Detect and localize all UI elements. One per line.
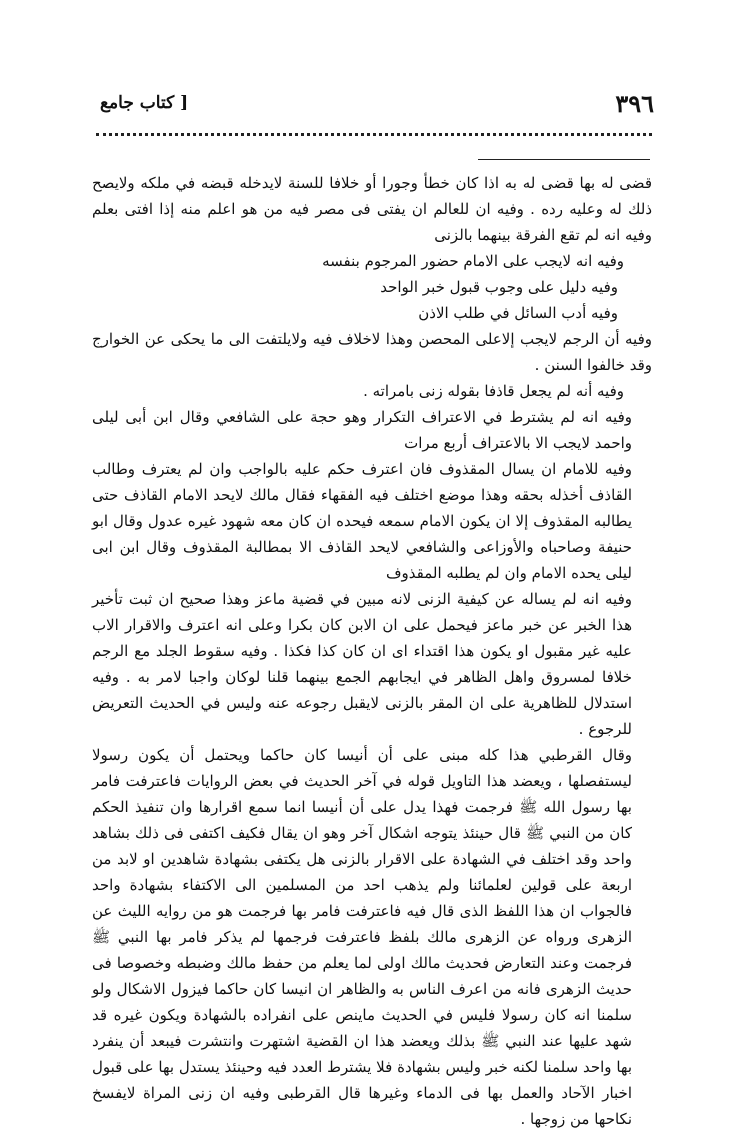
section-title: [ كتاب جامع (100, 93, 189, 113)
paragraph: وفيه أدب السائل في طلب الاذن (418, 304, 618, 322)
paragraph: وفيه أنه لم يجعل قاذفا بقوله زنى بامراته . (363, 382, 624, 400)
paragraph: وفيه انه لم يشترط في الاعتراف التكرار وهو حجة على الشافعي وقال ابن أبى ليلى واحمد لايجب الا بالاعتراف أربع مرات (92, 408, 632, 452)
paragraph: قضى له بها قضى له به اذا كان خطأ وجورا أو خلافا للسنة لايدخله قبضه في ملكه ولايصح ذلك له وعليه رده . وفيه ان للعالم ان يفتى فى مصر فيه من هو اعلم منه إذا افتى بعلم وفيه انه لم تقع الفرقة بينهما بالزنى (92, 174, 652, 244)
paragraph: وفيه أن الرجم لايجب إلاعلى المحصن وهذا لاخلاف فيه ولايلتفت الى ما يحكى عن الخوارج وقد خالفوا السنن . (92, 330, 652, 374)
running-header (100, 88, 654, 118)
page-number: ٣٩٦ (615, 88, 654, 118)
commentary-separator-rule (478, 159, 650, 160)
header-dotted-rule (96, 133, 652, 136)
paragraph: وقال القرطبي هذا كله مبنى على أن أنيسا كان حاكما ويحتمل أن يكون رسولا ليستفصلها ، ويعضد هذا التاويل قوله في آخر الحديث في بعض الروايات فاعترفت فامر بها رسول الله ﷺ فرجمت فهذا يدل على أن أنيسا انما سمع اقرارها وان تنفيذ الحكم كان من النبي ﷺ قال حينئذ يتوجه اشكال آخر وهو ان يقال فكيف اكتفى فى ذلك بشاهد واحد وقد اختلف في الشهادة على الاقرار بالزنى هل يكتفى بشهادة شاهدين او لابد من اربعة على قولين لعلمائنا ولم يذهب احد من المسلمين الى الاكتفاء بشهادة واحد فالجواب ان هذا اللفظ الذى قال فيه فاعترفت فامر بها فرجمت هو من روايه الليث عن الزهرى ورواه عن الزهرى مالك بلفظ فاعترفت فرجمها لم يذكر فامر بها النبي ﷺ فرجمت وعند التعارض فحديث مالك اولى لما يعلم من حفظ مالك وضبطه وخصوصا فى حديث الزهرى فانه من اعرف الناس به والظاهر ان انيسا كان حاكما فيزول الاشكال ولو سلمنا انه كان رسولا فليس في الحديث ماينص على انفراده بالشهادة ويكون غيره قد شهد عليها عند النبي ﷺ بذلك ويعضد هذا ان القضية اشتهرت وانتشرت فيبعد أن ينفرد بها واحد سلمنا لكنه خبر وليس بشهادة فلا يشترط العدد فيه وحينئذ يستدل بها على قبول اخبار الآحاد والعمل بها فى الدماء وغيرها قال القرطبى وفيه ان زنى المراة لايفسخ نكاحها من زوجها . (92, 746, 632, 1128)
commentary-text (92, 170, 652, 1132)
paragraph: وفيه للامام ان يسال المقذوف فان اعترف حكم عليه بالواجب وان لم يعترف وطالب القاذف أخذله بحقه وهذا موضع اختلف فيه الفقهاء فقال مالك لايحد الامام القاذف حتى يطالبه المقذوف إلا ان يكون الامام سمعه فيحده ان كان معه شهود غيره عدول وقال ابو حنيفة وصاحباه والأوزاعى والشافعي لايحد القاذف الا بمطالبة المقذوف وقال ابن ابى ليلى يحده الامام وان لم يطلبه المقذوف (92, 460, 632, 582)
paragraph: وفيه انه لم يساله عن كيفية الزنى لانه مبين في قضية ماعز وهذا صحيح ان ثبت تأخير هذا الخبر عن خبر ماعز فيحمل على ان الابن كان بكرا وعلى انه اعترف والاقرار الاب عليه غير مقبول او يكون هذا اقتداء اى ان كان كذا فكذا . وفيه سقوط الجلد مع الرجم خلافا لمسروق واهل الظاهر في ايجابهم الجمع بينهما قلنا لوكان واجبا لامر به . وفيه استدلال للظاهرية على ان المقر بالزنى لايقبل رجوعه عنه وليس في الحديث التعريض للرجوع . (92, 590, 632, 738)
paragraph: وفيه دليل على وجوب قبول خبر الواحد (380, 278, 618, 296)
paragraph: وفيه انه لايجب على الامام حضور المرجوم بنفسه (322, 252, 624, 270)
